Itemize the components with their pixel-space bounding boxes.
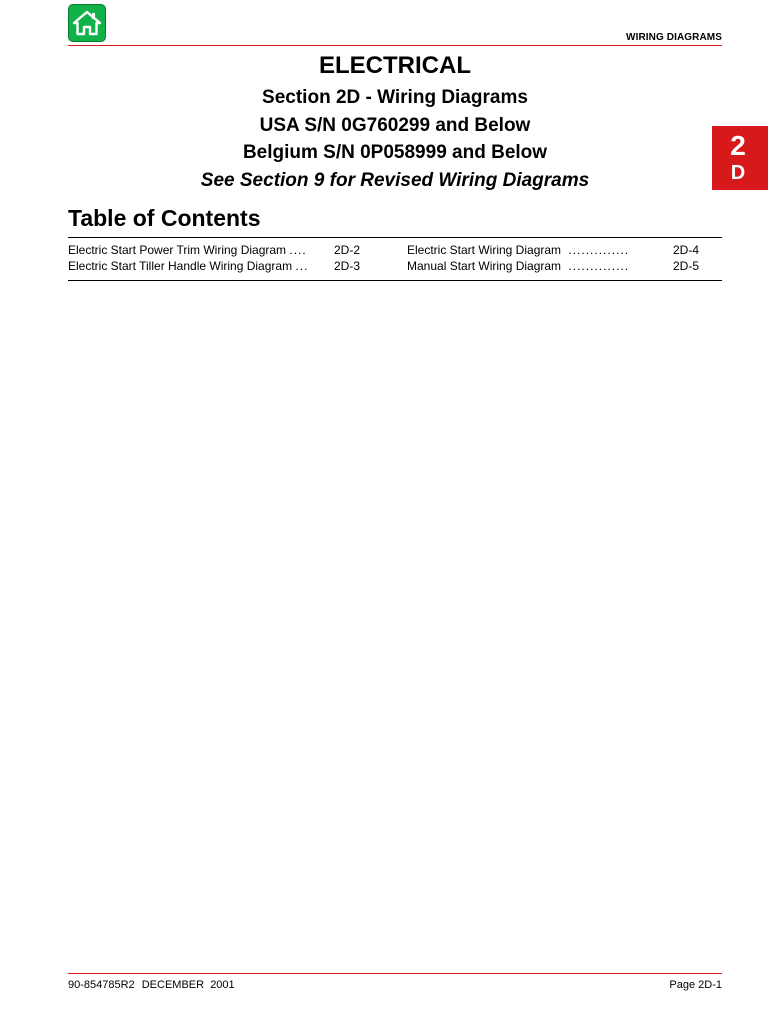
section-tab-number: 2 <box>730 130 746 161</box>
toc-entry-power-trim[interactable] <box>68 243 307 258</box>
toc-bottom-rule <box>68 280 722 281</box>
footer-rule <box>68 973 722 974</box>
usa-serial-range: USA S/N 0G760299 and Below <box>259 115 531 136</box>
section-title: Section 2D - Wiring Diagrams <box>262 87 528 108</box>
belgium-serial-range: Belgium S/N 0P058999 and Below <box>242 142 548 163</box>
toc-top-rule <box>68 237 722 238</box>
toc-entry-page[interactable]: 2D-4 <box>673 243 700 257</box>
toc-entry-leader: .............. <box>568 243 630 257</box>
footer-doc-info <box>68 979 235 991</box>
toc-entry-title: Manual Start Wiring Diagram <box>407 259 562 273</box>
toc-entry-leader: .... <box>289 243 307 257</box>
toc-entry-electric-start[interactable] <box>407 243 629 258</box>
section-tab-letter: D <box>730 162 746 184</box>
header-section-label: WIRING DIAGRAMS <box>626 32 722 43</box>
toc-entry-manual-start[interactable] <box>407 259 629 274</box>
revised-diagrams-note: See Section 9 for Revised Wiring Diagrams <box>200 170 590 191</box>
toc-entry-title: Electric Start Power Trim Wiring Diagram <box>68 243 287 257</box>
footer-date: DECEMBER 2001 <box>141 979 235 991</box>
page-title: ELECTRICAL <box>319 52 471 79</box>
footer-doc-number: 90-854785R2 <box>68 979 135 991</box>
header-rule <box>68 45 722 46</box>
home-button[interactable] <box>68 4 106 42</box>
footer-page-number: Page 2D-1 <box>669 979 722 991</box>
toc-entry-page[interactable]: 2D-3 <box>334 259 361 273</box>
toc-entry-title: Electric Start Tiller Handle Wiring Diagram <box>68 259 293 273</box>
toc-entry-tiller-handle[interactable] <box>68 259 308 274</box>
section-tab <box>712 126 768 190</box>
toc-entry-leader: ... <box>295 259 309 273</box>
toc-entry-title: Electric Start Wiring Diagram <box>407 243 562 257</box>
toc-entry-page[interactable]: 2D-5 <box>673 259 700 273</box>
toc-heading: Table of Contents <box>68 205 261 231</box>
toc-entry-leader: .............. <box>568 259 630 273</box>
toc-entry-page[interactable]: 2D-2 <box>334 243 361 257</box>
home-icon <box>72 8 102 38</box>
